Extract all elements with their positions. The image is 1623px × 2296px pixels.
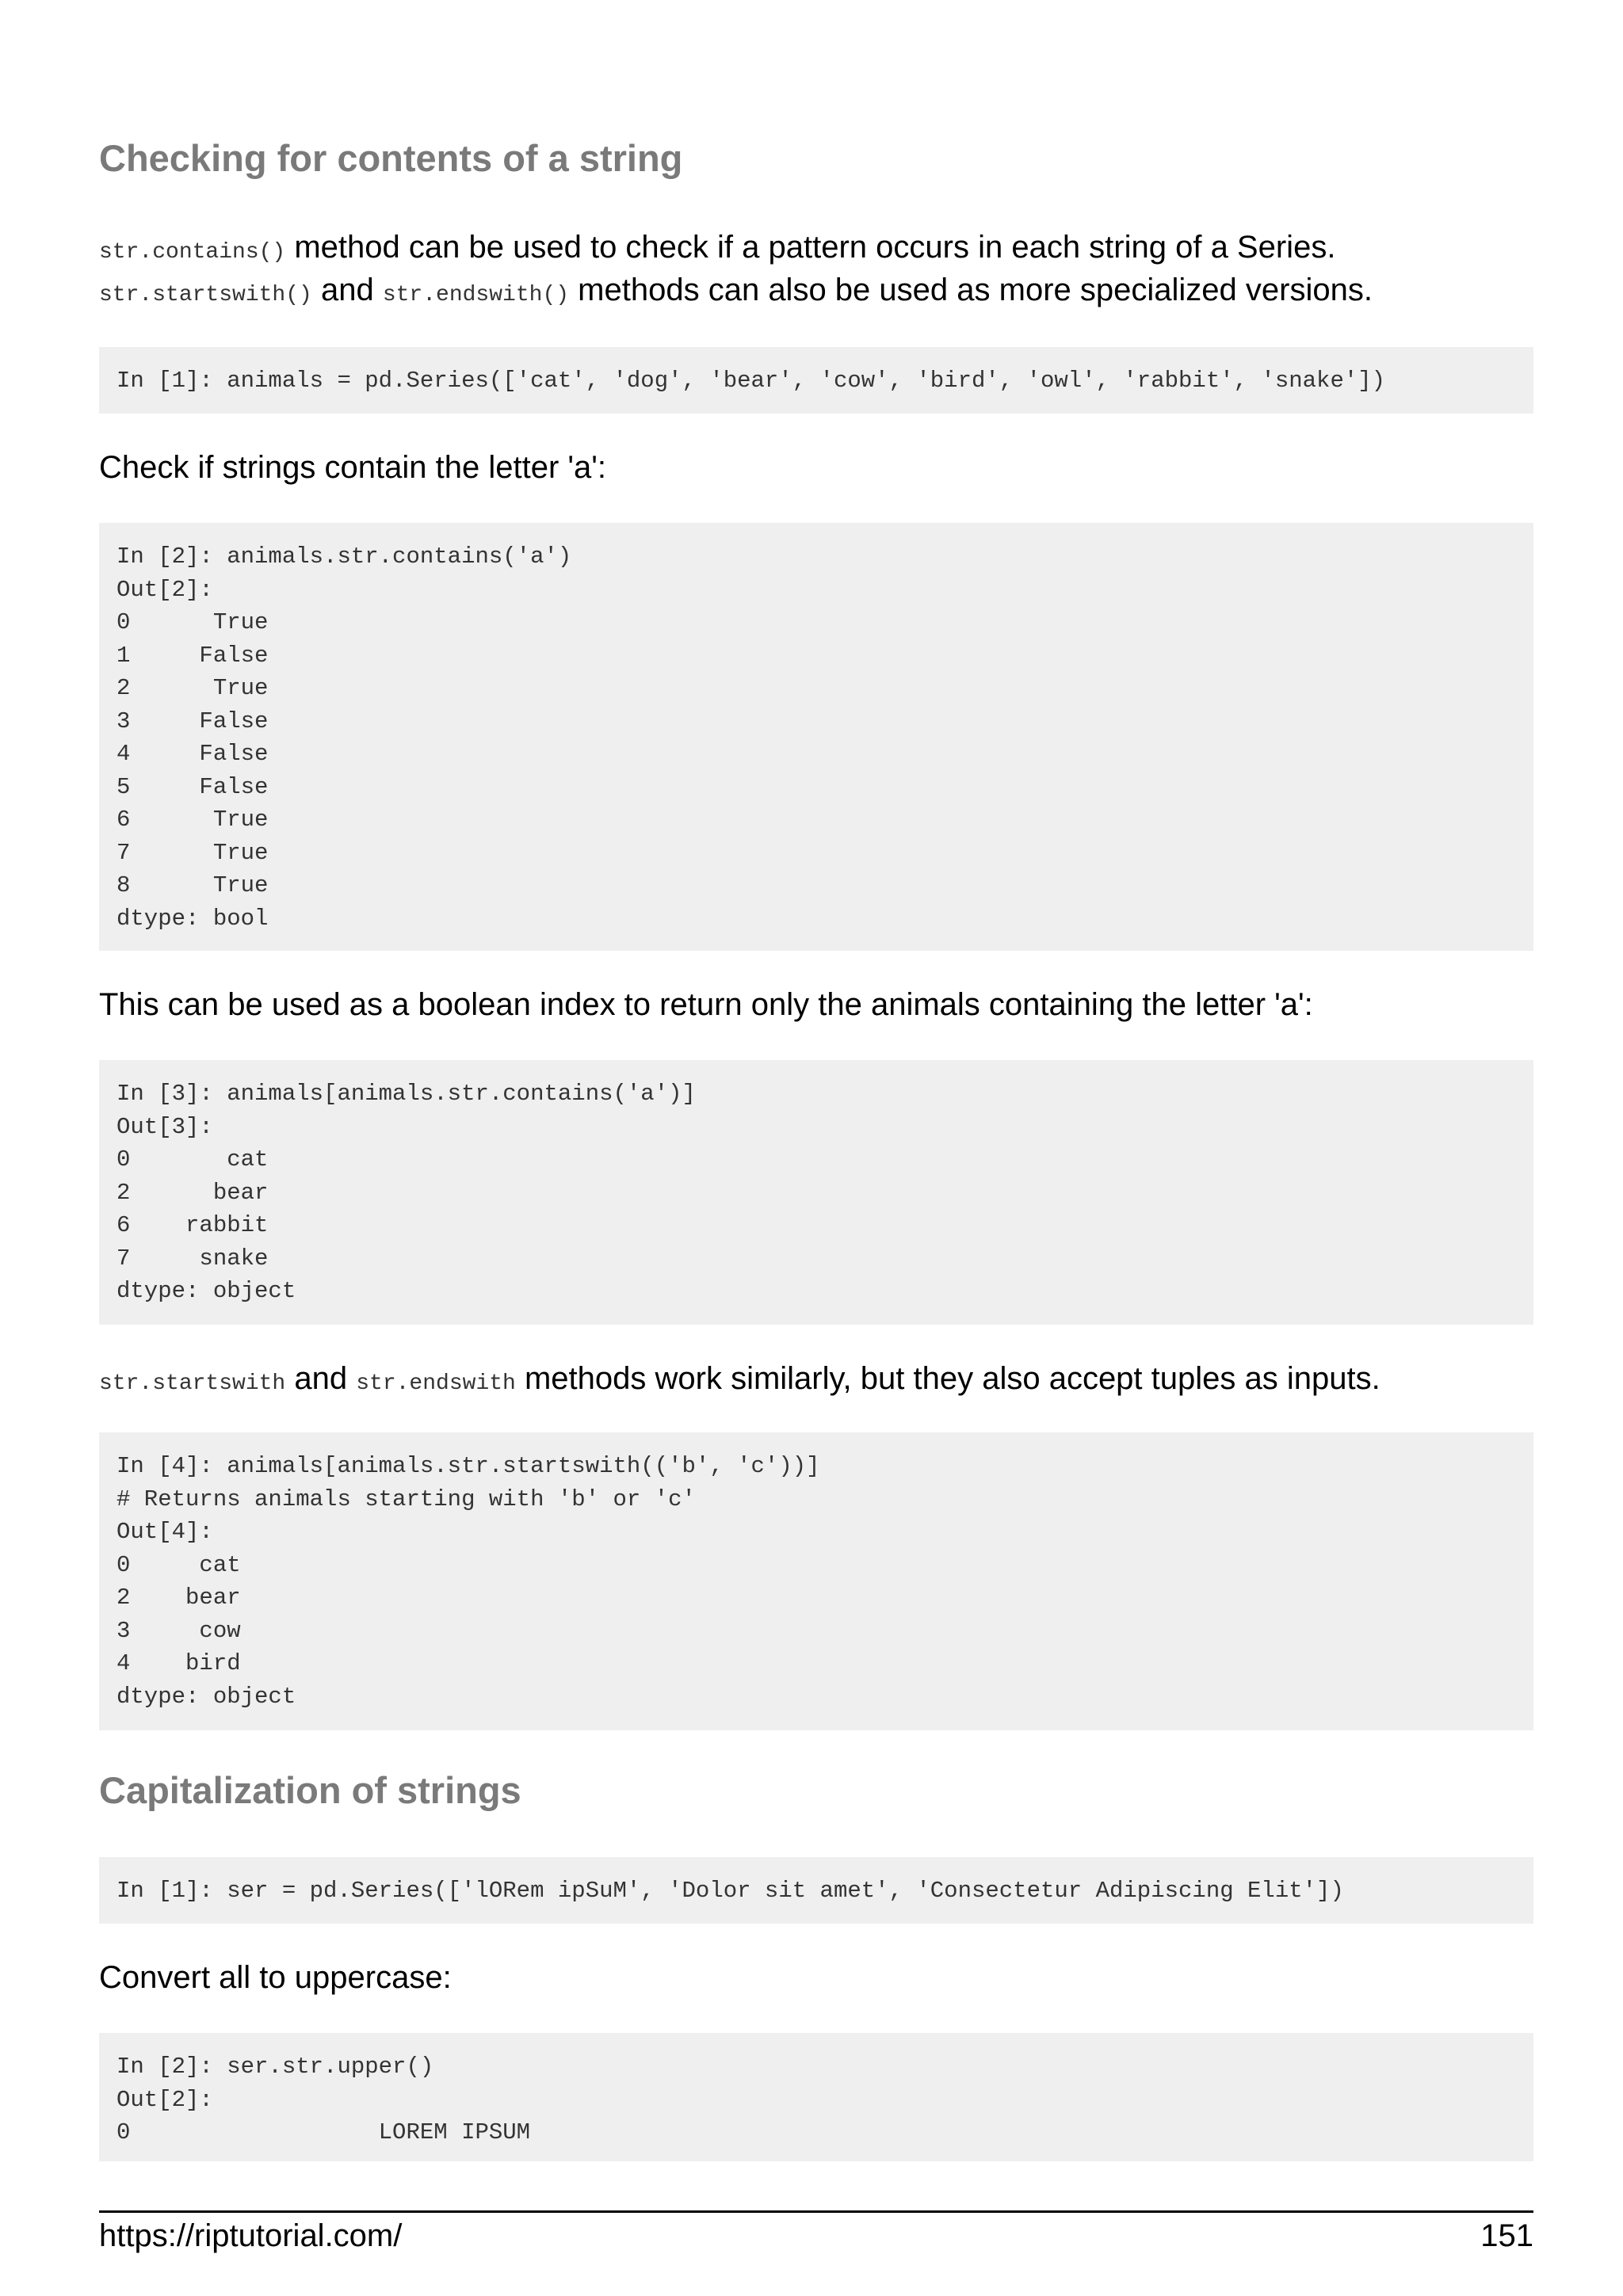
paragraph-uppercase: Convert all to uppercase: [99, 1960, 452, 1995]
code-text: In [2]: animals.str.contains('a') Out[2]: 0 True 1 False 2 True 3 False 4 False 5 False 6 True 7 True 8 True dtype: bool [116, 543, 572, 932]
inline-code: str.startswith [99, 1371, 286, 1396]
code-block-startswith [99, 1432, 1533, 1730]
code-block-boolean-index [99, 1060, 1533, 1325]
code-block-series-creation [99, 347, 1533, 414]
inline-code: str.startswith() [99, 283, 312, 307]
page-number: 151 [1480, 2218, 1533, 2253]
section-title-contents: Checking for contents of a string [99, 137, 683, 179]
code-text: In [1]: ser = pd.Series(['lORem ipSuM', 'Dolor sit amet', 'Consectetur Adipiscing Elit']) [116, 1878, 1344, 1904]
code-text: In [2]: ser.str.upper() Out[2]: 0 LOREM IPSUM [116, 2054, 531, 2145]
paragraph-text: methods work similarly, but they also accept tuples as inputs. [515, 1361, 1381, 1396]
code-text: In [1]: animals = pd.Series(['cat', 'dog', 'bear', 'cow', 'bird', 'owl', 'rabbit', 'snake']) [116, 368, 1386, 394]
code-block-contains [99, 523, 1533, 951]
section-title-capitalization: Capitalization of strings [99, 1769, 521, 1811]
intro-paragraph-line2 [99, 271, 1373, 309]
inline-code: str.endswith() [382, 283, 570, 307]
code-block-upper [99, 2033, 1533, 2161]
paragraph-check-letter: Check if strings contain the letter 'a': [99, 450, 607, 485]
paragraph-boolean-index: This can be used as a boolean index to return only the animals containing the letter 'a': [99, 987, 1313, 1022]
paragraph-startswith-endswith [99, 1360, 1381, 1398]
intro-paragraph-line1 [99, 228, 1335, 266]
paragraph-text: and [285, 1361, 357, 1396]
paragraph-text: methods can also be used as more specialized versions. [569, 273, 1373, 307]
footer-divider [99, 2210, 1533, 2213]
inline-code: str.contains() [99, 240, 286, 265]
code-block-ser-creation [99, 1857, 1533, 1924]
footer-url: https://riptutorial.com/ [99, 2218, 403, 2253]
inline-code: str.endswith [356, 1371, 516, 1396]
paragraph-text: and [311, 273, 383, 307]
code-text: In [4]: animals[animals.str.startswith(('b', 'c'))] # Returns animals starting with 'b' or 'c' Out[4]: 0 cat 2 bear 3 cow 4 bird dtype: object [116, 1453, 820, 1710]
paragraph-text: method can be used to check if a pattern occurs in each string of a Series. [285, 230, 1336, 265]
code-text: In [3]: animals[animals.str.contains('a')] Out[3]: 0 cat 2 bear 6 rabbit 7 snake dtype: object [116, 1081, 696, 1304]
